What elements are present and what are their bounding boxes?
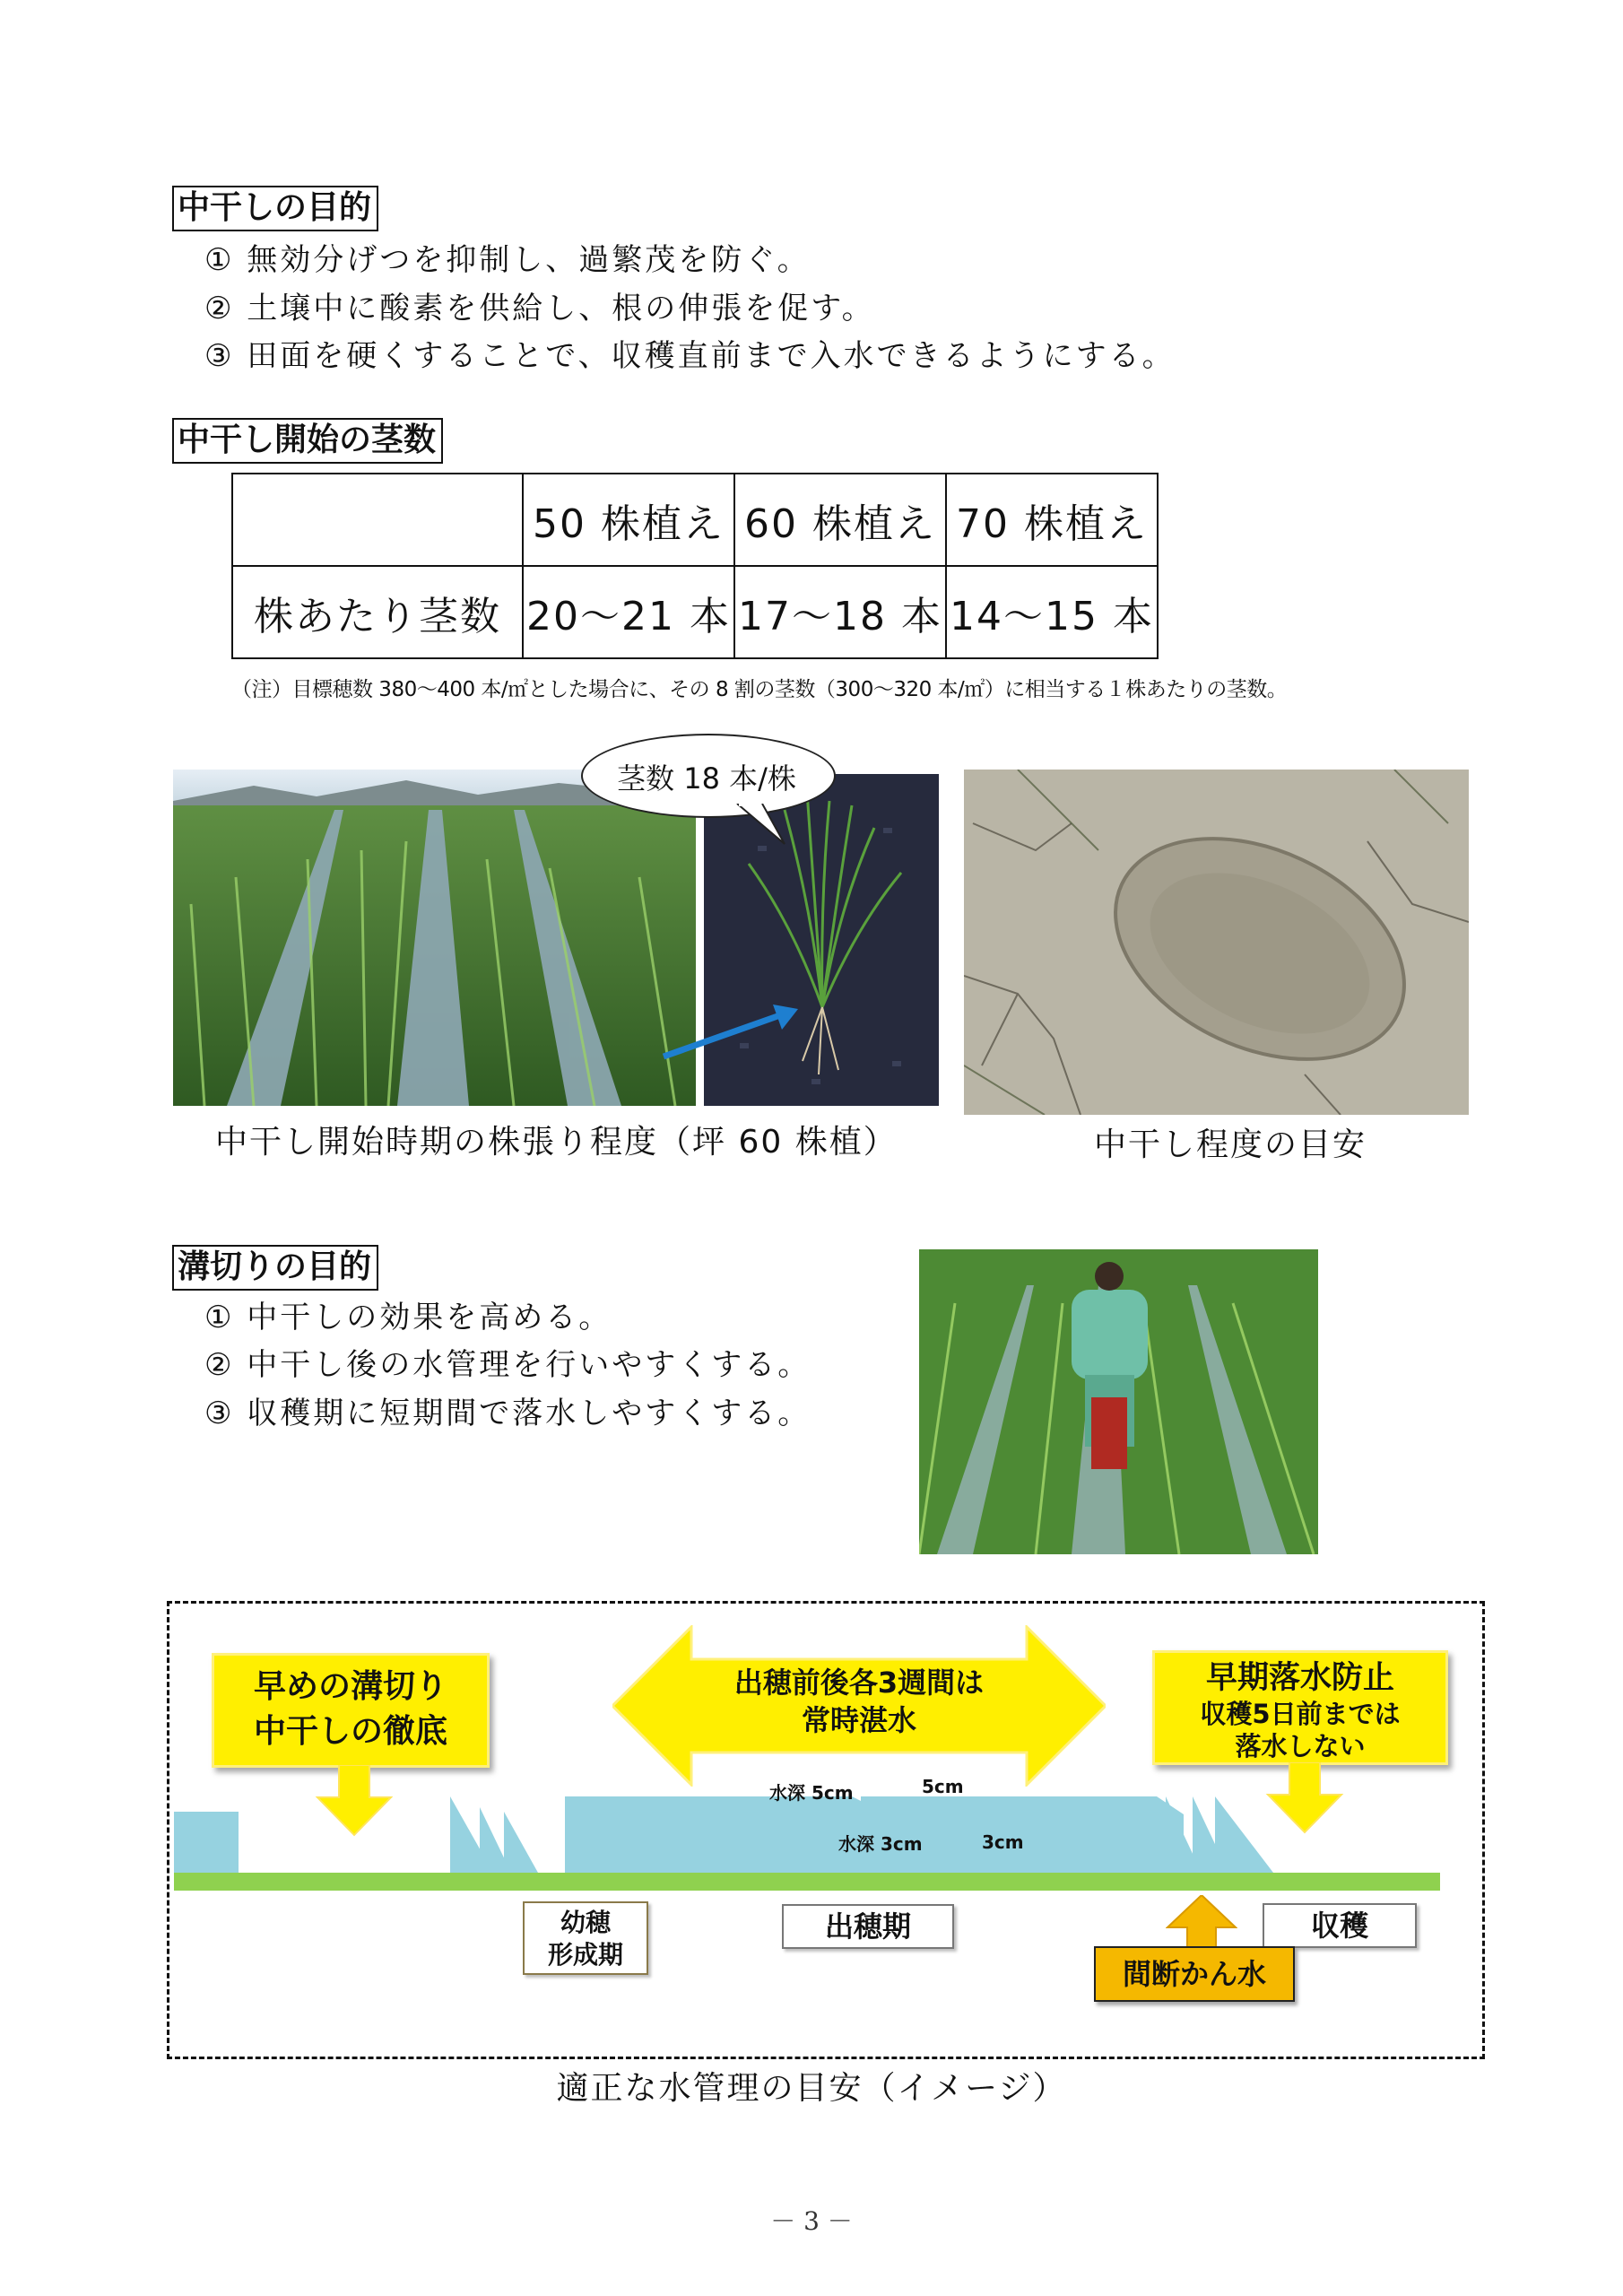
list-item: ② 土壌中に酸素を供給し、根の伸張を促す。: [204, 291, 875, 326]
list-item: ② 中干し後の水管理を行いやすくする。: [204, 1347, 812, 1383]
stage-heading: 出穂期: [782, 1904, 954, 1949]
stem-count-table: [231, 473, 1159, 659]
table-row: [232, 566, 1158, 658]
early-drain-prevention-box: [1152, 1650, 1448, 1765]
section-title-stem-count: 中干し開始の茎数: [172, 418, 443, 464]
intermittent-irrigation-box: 間断かん水: [1094, 1946, 1295, 2002]
list-item: ① 中干しの効果を高める。: [204, 1300, 612, 1335]
rice-field-photo: [173, 770, 696, 1106]
footprint-soil-photo: [964, 770, 1469, 1115]
diagram-caption: 適正な水管理の目安（イメージ）: [556, 2070, 1067, 2107]
list-item: ③ 田面を硬くすることで、収穫直前まで入水できるようにする。: [204, 338, 1176, 374]
early-drain-line2: 落水しない: [1235, 1731, 1366, 1761]
arrow-icon: [655, 996, 807, 1067]
page-number: － 3 －: [770, 2206, 853, 2236]
table-header-cell: 60 株植え: [734, 474, 946, 566]
arrow-text-line2: 常時湛水: [801, 1703, 916, 1737]
depth-label: 水深 3cm: [838, 1833, 923, 1855]
early-ditch-line1: 早めの溝切り: [253, 1668, 447, 1705]
bubble-text: 茎数 18 本/株: [617, 761, 796, 796]
table-note: （注）目標穂数 380～400 本/㎡とした場合に、その 8 割の茎数（300～320 本/㎡）に相当する１株あたりの茎数。: [231, 678, 1288, 701]
photo-caption-left: 中干し開始時期の株張り程度（坪 60 株植）: [215, 1124, 898, 1161]
stage-harvest: 収穫: [1263, 1903, 1417, 1948]
list-item: ③ 収穫期に短期間で落水しやすくする。: [204, 1396, 812, 1431]
early-ditch-line2: 中干しの徹底: [253, 1713, 447, 1750]
section-title-nakaboshi-purpose: 中干しの目的: [172, 186, 378, 231]
stage-1-line2: 形成期: [547, 1940, 623, 1970]
stage-panicle-formation: [523, 1901, 648, 1975]
table-header-cell: 70 株植え: [946, 474, 1158, 566]
section-title-mizokiri-purpose: 溝切りの目的: [172, 1245, 378, 1291]
table-row-label: 株あたり茎数: [232, 566, 523, 658]
up-arrow-icon: [1166, 1895, 1237, 1953]
list-item: ① 無効分げつを抑制し、過繁茂を防ぐ。: [204, 242, 811, 278]
table-cell: 17～18 本: [734, 566, 946, 658]
table-row: [232, 474, 1158, 566]
early-ditch-box: [212, 1653, 490, 1768]
speech-bubble-tail: [735, 804, 789, 848]
continuous-flooding-text: [691, 1664, 1027, 1739]
depth-label: 3cm: [982, 1831, 1024, 1853]
table-cell: 14～15 本: [946, 566, 1158, 658]
down-arrow-icon: [314, 1765, 395, 1837]
table-header-cell: 50 株植え: [523, 474, 734, 566]
table-cell: 20～21 本: [523, 566, 734, 658]
early-drain-line1: 収穫5日前までは: [1200, 1699, 1401, 1729]
depth-label: 水深 5cm: [769, 1782, 854, 1804]
photo-caption-right: 中干し程度の目安: [1094, 1126, 1367, 1163]
down-arrow-icon: [1264, 1762, 1345, 1834]
arrow-text-line1: 出穂前後各3週間は: [733, 1665, 985, 1700]
early-drain-title: 早期落水防止: [1205, 1660, 1394, 1696]
table-header-cell: [232, 474, 523, 566]
ditch-cutting-photo: [919, 1249, 1318, 1554]
depth-label: 5cm: [922, 1776, 964, 1797]
stage-1-line1: 幼穂: [560, 1908, 611, 1937]
